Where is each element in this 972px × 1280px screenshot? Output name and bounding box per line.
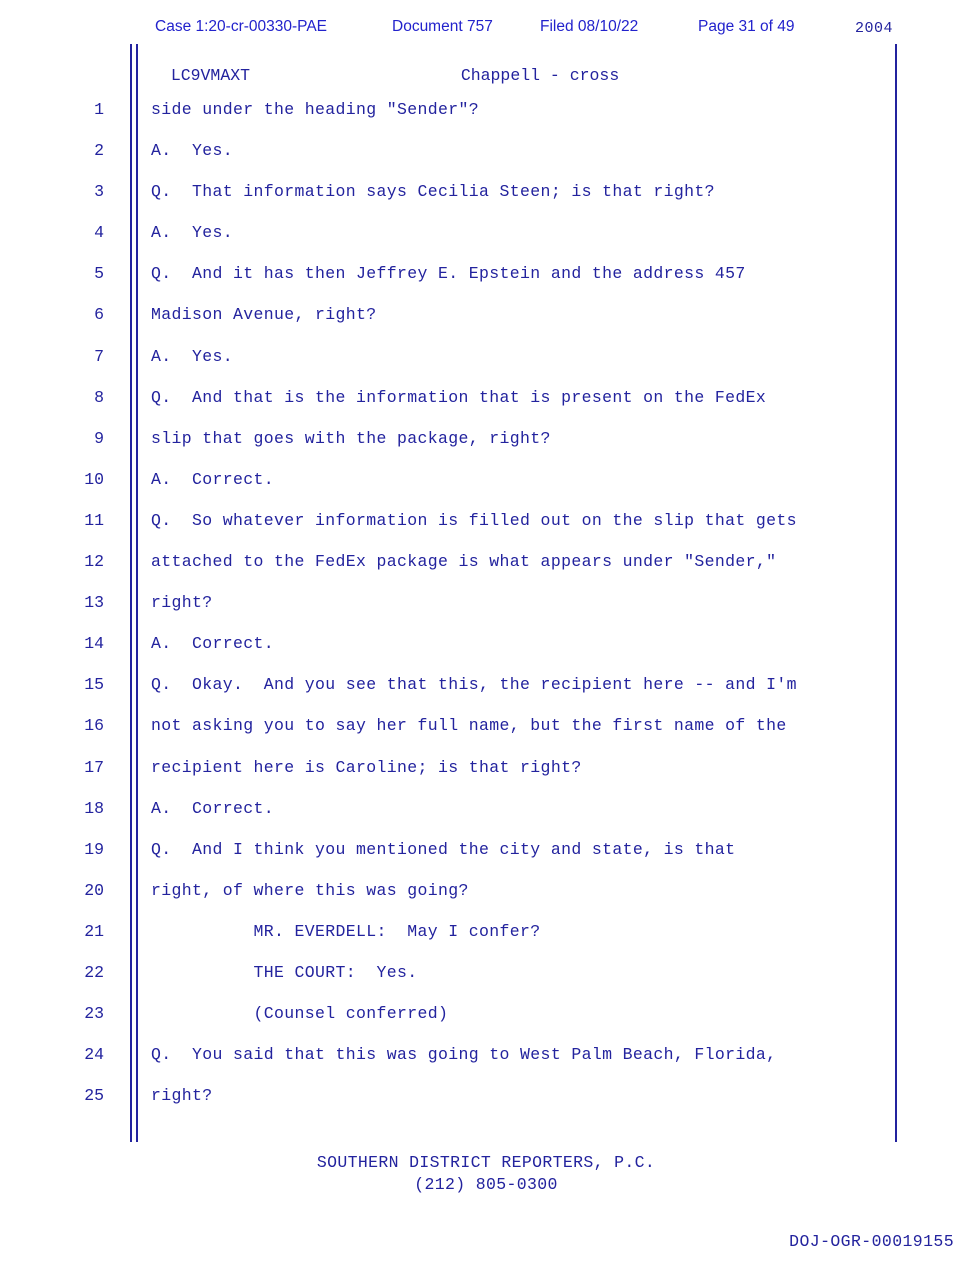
transcript-line-number: 5 <box>94 264 104 284</box>
transcript-line <box>0 141 972 182</box>
transcript-line-number: 17 <box>84 757 104 777</box>
page-footer <box>0 1152 972 1196</box>
transcript-line <box>0 881 972 922</box>
transcript-line-number: 9 <box>94 428 104 448</box>
transcript-line-number: 10 <box>84 469 104 489</box>
transcript-line <box>0 963 972 1004</box>
court-reporters-phone: (212) 805-0300 <box>414 1175 558 1194</box>
transcript-line <box>0 922 972 963</box>
examination-caption: Chappell - cross <box>460 66 620 85</box>
transcript-line <box>0 1004 972 1045</box>
transcript-line-text: A. Yes. <box>151 223 234 243</box>
transcript-line-text: (Counsel conferred) <box>151 1004 449 1024</box>
ecf-case-number: Case 1:20-cr-00330-PAE <box>155 18 328 35</box>
transcript-line-text: Q. That information says Cecilia Steen; is that right? <box>151 182 715 202</box>
transcript-line-number: 21 <box>84 921 104 941</box>
page-number: 2004 <box>855 20 894 37</box>
running-head <box>151 47 891 85</box>
transcript-line-text: MR. EVERDELL: May I confer? <box>151 921 541 941</box>
transcript-line-text: attached to the FedEx package is what appears under "Sender," <box>151 552 777 572</box>
transcript-line <box>0 552 972 593</box>
transcript-line-text: A. Correct. <box>151 798 275 818</box>
transcript-line-number: 8 <box>94 387 104 407</box>
transcript-line-text: right? <box>151 1086 213 1106</box>
transcript-line-text: A. Correct. <box>151 469 275 489</box>
transcript-line-number: 20 <box>84 880 104 900</box>
ecf-filing-header <box>0 18 972 42</box>
transcript-line <box>0 716 972 757</box>
transcript-id: LC9VMAXT <box>170 66 251 85</box>
transcript-line-number: 12 <box>84 552 104 572</box>
transcript-line-text: Q. So whatever information is filled out on the slip that gets <box>151 510 797 530</box>
ecf-document-number: Document 757 <box>392 18 493 35</box>
transcript-line <box>0 100 972 141</box>
ecf-page-of: Page 31 of 49 <box>698 18 795 35</box>
transcript-line <box>0 1045 972 1086</box>
transcript-line-number: 7 <box>94 346 104 366</box>
transcript-line-number: 16 <box>84 716 104 736</box>
transcript-line-number: 4 <box>94 223 104 243</box>
transcript-line <box>0 1086 972 1127</box>
transcript-line-number: 23 <box>84 1004 104 1024</box>
transcript-line-text: THE COURT: Yes. <box>151 962 418 982</box>
transcript-line-number: 2 <box>94 141 104 161</box>
transcript-line <box>0 758 972 799</box>
transcript-line-text: Madison Avenue, right? <box>151 305 377 325</box>
transcript-line-number: 3 <box>94 182 104 202</box>
transcript-line <box>0 675 972 716</box>
transcript-line-text: Q. And it has then Jeffrey E. Epstein and the address 457 <box>151 264 746 284</box>
transcript-line-text: Q. Okay. And you see that this, the recipient here -- and I'm <box>151 675 797 695</box>
transcript-line-number: 18 <box>84 798 104 818</box>
transcript-line <box>0 470 972 511</box>
transcript-line-number: 15 <box>84 675 104 695</box>
transcript-line <box>0 429 972 470</box>
transcript-line-number: 11 <box>84 510 104 530</box>
transcript-line-text: not asking you to say her full name, but the first name of the <box>151 716 787 736</box>
transcript-line-number: 19 <box>84 839 104 859</box>
transcript-line-number: 25 <box>84 1086 104 1106</box>
transcript-line-number: 24 <box>84 1045 104 1065</box>
transcript-line <box>0 634 972 675</box>
transcript-line <box>0 388 972 429</box>
transcript-line-text: slip that goes with the package, right? <box>151 428 551 448</box>
transcript-line-number: 13 <box>84 593 104 613</box>
transcript-line-number: 1 <box>94 100 104 119</box>
transcript-line-text: side under the heading "Sender"? <box>151 100 480 119</box>
transcript-line-text: A. Correct. <box>151 634 275 654</box>
transcript-line <box>0 347 972 388</box>
transcript-line-text: recipient here is Caroline; is that right? <box>151 757 582 777</box>
transcript-line <box>0 593 972 634</box>
transcript-line-text: Q. And that is the information that is present on the FedEx <box>151 387 767 407</box>
transcript-line <box>0 223 972 264</box>
court-reporters-name: SOUTHERN DISTRICT REPORTERS, P.C. <box>316 1153 656 1172</box>
transcript-line <box>0 182 972 223</box>
transcript-line-text: A. Yes. <box>151 141 234 161</box>
transcript-line-text: right? <box>151 593 213 613</box>
ecf-filed-date: Filed 08/10/22 <box>540 18 639 35</box>
transcript-body <box>0 100 972 1127</box>
transcript-line <box>0 264 972 305</box>
transcript-line <box>0 799 972 840</box>
transcript-line-text: Q. You said that this was going to West Palm Beach, Florida, <box>151 1045 777 1065</box>
transcript-line-number: 14 <box>84 634 104 654</box>
transcript-line-number: 22 <box>84 962 104 982</box>
transcript-line-text: A. Yes. <box>151 346 234 366</box>
transcript-line <box>0 511 972 552</box>
transcript-line-text: right, of where this was going? <box>151 880 469 900</box>
bates-number: DOJ-OGR-00019155 <box>789 1232 954 1251</box>
transcript-line-text: Q. And I think you mentioned the city and state, is that <box>151 839 736 859</box>
transcript-line <box>0 305 972 346</box>
transcript-line <box>0 840 972 881</box>
transcript-line-number: 6 <box>94 305 104 325</box>
